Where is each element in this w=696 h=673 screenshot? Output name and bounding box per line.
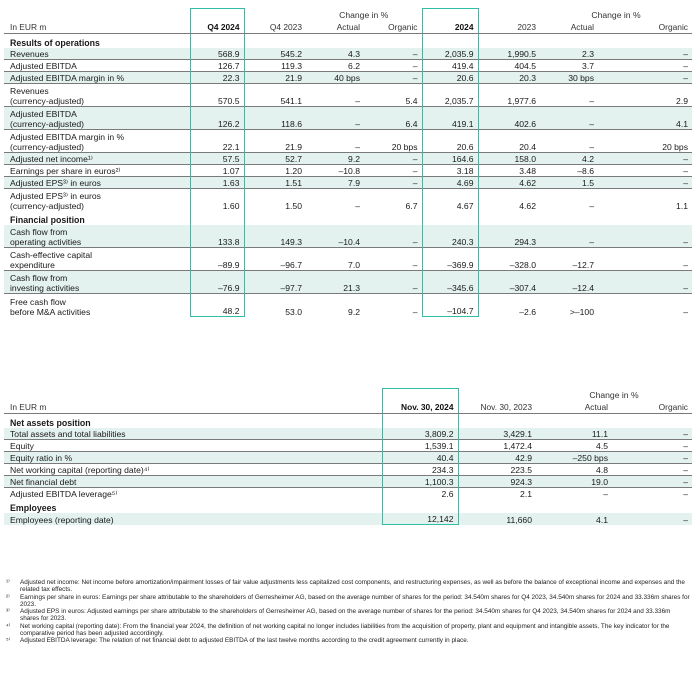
row-label (4, 248, 190, 271)
header-row (4, 400, 692, 414)
value-cell: 4.67 (422, 189, 478, 212)
value-cell: 1.50 (244, 189, 306, 212)
value-cell: 568.9 (190, 48, 244, 60)
value-cell: – (364, 72, 422, 84)
row-label-line: investing activities (10, 283, 80, 293)
table-row (4, 153, 692, 165)
section-row (4, 211, 692, 225)
value-cell: – (364, 48, 422, 60)
row-label-line: operating activities (10, 237, 82, 247)
value-cell: 234.3 (382, 464, 458, 476)
value-cell: 20 bps (598, 130, 692, 153)
value-cell: 40.4 (382, 452, 458, 464)
value-cell: >–100 (540, 294, 598, 317)
row-label-line: Adjusted net income¹⁾ (10, 154, 93, 164)
table-row (4, 60, 692, 72)
row-label-line: Adjusted EBITDA (10, 109, 77, 119)
value-cell: 52.7 (244, 153, 306, 165)
footnote-mark: ¹⁾ (6, 579, 10, 586)
row-label (4, 225, 190, 248)
footnote-mark: ²⁾ (6, 593, 10, 601)
row-label-line: Free cash flow (10, 296, 66, 307)
row-label-line: Earnings per share in euros²⁾ (10, 166, 121, 176)
header-blank (478, 9, 540, 21)
table-row (4, 452, 692, 464)
value-cell: 133.8 (190, 225, 244, 248)
header-blank (422, 9, 478, 21)
value-cell: – (540, 107, 598, 130)
section-blank (382, 414, 458, 429)
value-cell: – (364, 60, 422, 72)
change-header: Change in % (589, 390, 639, 400)
value-cell: –10.4 (306, 225, 364, 248)
value-cell: – (306, 130, 364, 153)
footnote (6, 608, 690, 623)
value-cell: 1,539.1 (382, 440, 458, 452)
value-cell: 541.1 (244, 84, 306, 107)
value-cell: – (612, 488, 692, 500)
table-row (4, 294, 692, 317)
table-row (4, 513, 692, 525)
section-blank (190, 211, 244, 225)
row-label-line: Revenues (10, 86, 49, 96)
row-label-line: Revenues (10, 49, 49, 59)
value-cell: 126.2 (190, 107, 244, 130)
value-cell: 3.7 (540, 60, 598, 72)
header-blank (244, 9, 306, 21)
value-cell: 1,977.6 (478, 84, 540, 107)
row-label (4, 72, 190, 84)
value-cell: – (612, 428, 692, 440)
value-cell: 21.9 (244, 130, 306, 153)
value-cell: – (364, 177, 422, 189)
header-blank (190, 9, 244, 21)
value-cell: –12.4 (540, 271, 598, 294)
value-cell: 4.62 (478, 177, 540, 189)
value-cell: – (540, 84, 598, 107)
value-cell: 4.62 (478, 189, 540, 212)
row-label-line: Adjusted EBITDA (10, 61, 77, 71)
section-blank (478, 34, 540, 49)
value-cell: 12,142 (382, 513, 458, 525)
value-cell: 158.0 (478, 153, 540, 165)
value-cell: – (598, 225, 692, 248)
table-row (4, 464, 692, 476)
table-row (4, 476, 692, 488)
value-cell: 3.18 (422, 165, 478, 177)
footnote-text: Adjusted EPS in euros: Adjusted earnings per share attributable to the shareholders of Gerresheimer AG, based on the average number of shares for the period: 34.540m shares for Q4 2023, 34.540m shares for 2024 and 33.336m shares for 2023. (20, 608, 671, 623)
section-blank (422, 34, 478, 49)
footnote (6, 623, 690, 638)
value-cell: –328.0 (478, 248, 540, 271)
value-cell: 118.6 (244, 107, 306, 130)
value-cell: 40 bps (306, 72, 364, 84)
value-cell: – (364, 294, 422, 317)
section-blank (382, 499, 458, 513)
value-cell: 19.0 (536, 476, 612, 488)
value-cell: 30 bps (540, 72, 598, 84)
value-cell: –10.8 (306, 165, 364, 177)
balance-table (4, 388, 692, 525)
section-row (4, 34, 692, 49)
value-cell: 149.3 (244, 225, 306, 248)
value-cell: –76.9 (190, 271, 244, 294)
table-row (4, 248, 692, 271)
value-cell: 164.6 (422, 153, 478, 165)
row-label (4, 153, 190, 165)
value-cell: 20.3 (478, 72, 540, 84)
value-cell: 2.1 (458, 488, 536, 500)
row-label (4, 84, 190, 107)
value-cell: – (306, 189, 364, 212)
table-row (4, 72, 692, 84)
value-cell: 11.1 (536, 428, 612, 440)
value-cell: – (612, 464, 692, 476)
section-blank (458, 499, 536, 513)
value-cell: 4.1 (598, 107, 692, 130)
unit-label: In EUR m (4, 400, 382, 414)
header-blank (382, 389, 458, 401)
section-title: Results of operations (10, 38, 100, 48)
section-blank (190, 34, 244, 49)
row-label-line: (currency-adjusted) (10, 119, 85, 129)
value-cell: 4.2 (540, 153, 598, 165)
col-actual: Actual (306, 20, 364, 34)
row-label-line: Cash flow from (10, 273, 68, 283)
value-cell: 9.2 (306, 294, 364, 317)
section-blank (540, 211, 598, 225)
header-row-top (4, 389, 692, 401)
value-cell: –97.7 (244, 271, 306, 294)
section-blank (536, 414, 612, 429)
section-blank (598, 34, 692, 49)
value-cell: 4.8 (536, 464, 612, 476)
section-blank (244, 34, 306, 49)
value-cell: 4.5 (536, 440, 612, 452)
value-cell: – (598, 60, 692, 72)
section-blank (540, 34, 598, 49)
section-blank (536, 499, 612, 513)
row-label-line: Adjusted EBITDA margin in % (10, 73, 125, 83)
value-cell: – (598, 271, 692, 294)
value-cell: – (598, 48, 692, 60)
row-label-line: Adjusted EPS³⁾ in euros (10, 178, 101, 188)
table-row (4, 189, 692, 212)
value-cell: 48.2 (190, 294, 244, 317)
row-label: Net financial debt (4, 476, 382, 488)
row-label: Equity (4, 440, 382, 452)
col-organic: Organic (598, 20, 692, 34)
value-cell: 119.3 (244, 60, 306, 72)
col-actual: Actual (536, 400, 612, 414)
row-label-line: (currency-adjusted) (10, 96, 85, 106)
row-label-line: Cash flow from (10, 227, 68, 237)
footnotes (6, 579, 690, 645)
value-cell: 1.5 (540, 177, 598, 189)
value-cell: 22.1 (190, 130, 244, 153)
value-cell: 223.5 (458, 464, 536, 476)
value-cell: 1.51 (244, 177, 306, 189)
value-cell: 402.6 (478, 107, 540, 130)
section-blank (612, 414, 692, 429)
value-cell: 570.5 (190, 84, 244, 107)
value-cell: – (306, 107, 364, 130)
value-cell: 6.4 (364, 107, 422, 130)
value-cell: 22.3 (190, 72, 244, 84)
section-blank (598, 211, 692, 225)
value-cell: 924.3 (458, 476, 536, 488)
row-label (4, 48, 190, 60)
row-label (4, 294, 190, 317)
col-organic: Organic (364, 20, 422, 34)
value-cell: – (612, 452, 692, 464)
value-cell: 6.2 (306, 60, 364, 72)
section-blank (364, 211, 422, 225)
header-blank (4, 9, 190, 21)
value-cell: 4.69 (422, 177, 478, 189)
change-header: Change in % (339, 10, 389, 20)
row-label (4, 165, 190, 177)
value-cell: 9.2 (306, 153, 364, 165)
header-row (4, 20, 692, 34)
section-row (4, 499, 692, 513)
value-cell: 1.20 (244, 165, 306, 177)
row-label-line: (currency-adjusted) (10, 201, 85, 211)
value-cell: 2.3 (540, 48, 598, 60)
row-label: Total assets and total liabilities (4, 428, 382, 440)
value-cell: 5.4 (364, 84, 422, 107)
value-cell: – (598, 294, 692, 317)
col-2024: 2024 (422, 20, 478, 34)
value-cell: – (612, 476, 692, 488)
row-label (4, 60, 190, 72)
value-cell: – (540, 189, 598, 212)
value-cell: 294.3 (478, 225, 540, 248)
value-cell: –369.9 (422, 248, 478, 271)
value-cell: 3.48 (478, 165, 540, 177)
table-row (4, 428, 692, 440)
footnote-mark: ⁴⁾ (6, 622, 11, 630)
value-cell: – (364, 248, 422, 271)
value-cell: – (364, 225, 422, 248)
value-cell: 2,035.9 (422, 48, 478, 60)
value-cell: 20.6 (422, 72, 478, 84)
value-cell: 6.7 (364, 189, 422, 212)
section-blank (478, 211, 540, 225)
value-cell: 126.7 (190, 60, 244, 72)
value-cell: 21.9 (244, 72, 306, 84)
value-cell: –96.7 (244, 248, 306, 271)
value-cell: 53.0 (244, 294, 306, 317)
value-cell: – (598, 248, 692, 271)
value-cell: – (364, 153, 422, 165)
row-label: Net working capital (reporting date)⁴⁾ (4, 464, 382, 476)
change-header: Change in % (591, 10, 641, 20)
value-cell: 404.5 (478, 60, 540, 72)
value-cell: 7.9 (306, 177, 364, 189)
footnote-text: Net working capital (reporting date): From the financial year 2024, the definition of net working capital no longer includes liabilities from the acquisition of property, plant and equipment and intangible assets. The key indicator for the comparative period has been adjusted accordingly. (20, 622, 670, 638)
table-row (4, 130, 692, 153)
col-2023: 2023 (478, 20, 540, 34)
value-cell: – (540, 225, 598, 248)
value-cell: – (540, 130, 598, 153)
value-cell: –307.4 (478, 271, 540, 294)
value-cell: – (598, 72, 692, 84)
value-cell: – (536, 488, 612, 500)
section-blank (612, 499, 692, 513)
table-row (4, 84, 692, 107)
row-label (4, 271, 190, 294)
value-cell: –8.6 (540, 165, 598, 177)
table-row (4, 225, 692, 248)
footnote-mark: ³⁾ (6, 608, 10, 616)
unit-label: In EUR m (4, 20, 190, 34)
value-cell: –250 bps (536, 452, 612, 464)
value-cell: 4.3 (306, 48, 364, 60)
value-cell: 3,429.1 (458, 428, 536, 440)
col-q4-2023: Q4 2023 (244, 20, 306, 34)
table-row (4, 177, 692, 189)
footnote (6, 637, 690, 644)
table-row (4, 440, 692, 452)
col-organic: Organic (612, 400, 692, 414)
results-table (4, 8, 692, 317)
row-label-line: Cash-effective capital (10, 250, 93, 260)
value-cell: 20 bps (364, 130, 422, 153)
row-label-line: Adjusted EPS³⁾ in euros (10, 191, 101, 201)
table-row (4, 488, 692, 500)
footnote-mark: ⁵⁾ (6, 637, 11, 645)
section-blank (306, 34, 364, 49)
section-blank (422, 211, 478, 225)
value-cell: 1.60 (190, 189, 244, 212)
value-cell: 42.9 (458, 452, 536, 464)
value-cell: – (598, 177, 692, 189)
value-cell: – (364, 271, 422, 294)
value-cell: – (612, 513, 692, 525)
col-nov-2024: Nov. 30, 2024 (382, 400, 458, 414)
value-cell: 11,660 (458, 513, 536, 525)
footnote-text: Adjusted EBITDA leverage: The relation of net financial debt to adjusted EBITDA of the last twelve months according to the credit agreement currently in place. (20, 637, 469, 645)
value-cell: – (612, 440, 692, 452)
row-label: Employees (reporting date) (4, 513, 382, 525)
value-cell: 21.3 (306, 271, 364, 294)
row-label (4, 177, 190, 189)
value-cell: 2.6 (382, 488, 458, 500)
section-title: Financial position (10, 215, 85, 225)
section-blank (244, 211, 306, 225)
value-cell: – (306, 84, 364, 107)
value-cell: –89.9 (190, 248, 244, 271)
value-cell: –104.7 (422, 294, 478, 317)
footnote-text: Earnings per share in euros: Earnings per share attributable to the shareholders of Gerresheimer AG, based on the average number of shares for the period: 34.540m shares for Q4 2023, 34.540m shares for 2024 and 33.336m shares for 2023. (20, 593, 690, 608)
section-title: Net assets position (10, 418, 91, 428)
row-label-line: before M&A activities (10, 306, 91, 317)
value-cell: –12.7 (540, 248, 598, 271)
footnote (6, 594, 690, 609)
footnote-text: Adjusted net income: Net income before amortization/impairment losses of fair value adjustments less capitalized cost components, and restructuring expenses, as well as before the balance of exceptional income and expenses and the related tax effects. (20, 579, 685, 594)
table-row (4, 271, 692, 294)
row-label-line: (currency-adjusted) (10, 142, 85, 152)
value-cell: 3,809.2 (382, 428, 458, 440)
value-cell: 2,035.7 (422, 84, 478, 107)
value-cell: 57.5 (190, 153, 244, 165)
col-q4-2024: Q4 2024 (190, 20, 244, 34)
value-cell: 1.07 (190, 165, 244, 177)
value-cell: – (364, 165, 422, 177)
value-cell: 545.2 (244, 48, 306, 60)
section-title: Employees (10, 503, 57, 513)
value-cell: 4.1 (536, 513, 612, 525)
value-cell: 20.6 (422, 130, 478, 153)
section-blank (364, 34, 422, 49)
section-blank (306, 211, 364, 225)
value-cell: –2.6 (478, 294, 540, 317)
row-label (4, 189, 190, 212)
row-label-line: expenditure (10, 260, 55, 270)
header-blank (4, 389, 382, 401)
value-cell: 1,990.5 (478, 48, 540, 60)
value-cell: 7.0 (306, 248, 364, 271)
value-cell: 2.9 (598, 84, 692, 107)
row-label: Adjusted EBITDA leverage⁵⁾ (4, 488, 382, 500)
col-actual: Actual (540, 20, 598, 34)
table-row (4, 165, 692, 177)
value-cell: 1.63 (190, 177, 244, 189)
col-nov-2023: Nov. 30, 2023 (458, 400, 536, 414)
row-label: Equity ratio in % (4, 452, 382, 464)
value-cell: 1,100.3 (382, 476, 458, 488)
table-row (4, 107, 692, 130)
row-label-line: Adjusted EBITDA margin in % (10, 132, 125, 142)
section-row (4, 414, 692, 429)
value-cell: 20.4 (478, 130, 540, 153)
value-cell: 1,472.4 (458, 440, 536, 452)
value-cell: 1.1 (598, 189, 692, 212)
row-label (4, 107, 190, 130)
value-cell: – (598, 153, 692, 165)
value-cell: 240.3 (422, 225, 478, 248)
value-cell: 419.1 (422, 107, 478, 130)
value-cell: –345.6 (422, 271, 478, 294)
value-cell: 419.4 (422, 60, 478, 72)
header-blank (458, 389, 536, 401)
row-label (4, 130, 190, 153)
value-cell: – (598, 165, 692, 177)
section-blank (458, 414, 536, 429)
header-row-top (4, 9, 692, 21)
table-row (4, 48, 692, 60)
footnote (6, 579, 690, 594)
